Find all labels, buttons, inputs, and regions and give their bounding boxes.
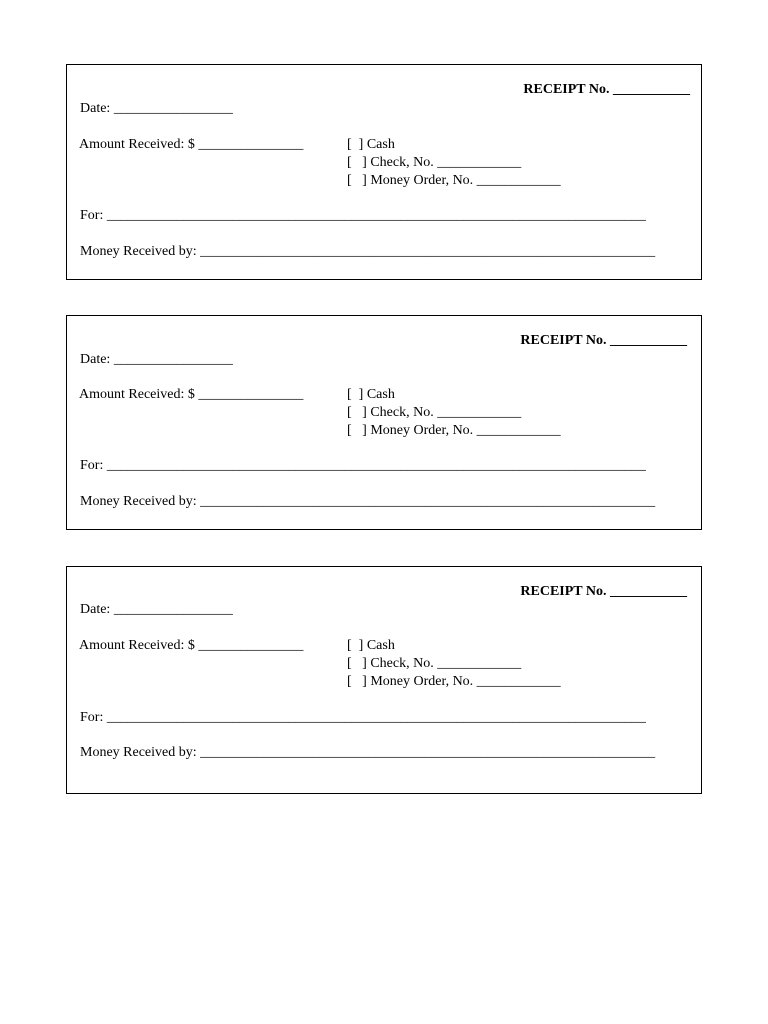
cash-checkbox[interactable]: [ ] Cash xyxy=(347,387,395,402)
money-received-by-field[interactable]: Money Received by: _________________________________________________________________ xyxy=(80,244,656,259)
for-field[interactable]: For: _____________________________________________________________________________ xyxy=(80,710,646,725)
money-order-checkbox[interactable]: [ ] Money Order, No. ____________ xyxy=(347,173,561,188)
date-field[interactable]: Date: _________________ xyxy=(80,352,233,367)
cash-checkbox[interactable]: [ ] Cash xyxy=(347,137,395,152)
amount-received-field[interactable]: Amount Received: $ _______________ xyxy=(79,137,304,152)
money-received-by-field[interactable]: Money Received by: _________________________________________________________________ xyxy=(80,494,656,509)
check-checkbox[interactable]: [ ] Check, No. ____________ xyxy=(347,656,522,671)
date-field[interactable]: Date: _________________ xyxy=(80,101,233,116)
receipt-form-1 xyxy=(66,64,702,280)
receipt-number-field[interactable]: RECEIPT No. ___________ xyxy=(520,333,687,348)
check-checkbox[interactable]: [ ] Check, No. ____________ xyxy=(347,155,522,170)
for-field[interactable]: For: _____________________________________________________________________________ xyxy=(80,458,646,473)
receipt-form-3 xyxy=(66,566,702,794)
check-checkbox[interactable]: [ ] Check, No. ____________ xyxy=(347,405,522,420)
date-field[interactable]: Date: _________________ xyxy=(80,602,233,617)
money-order-checkbox[interactable]: [ ] Money Order, No. ____________ xyxy=(347,423,561,438)
receipt-number-field[interactable]: RECEIPT No. ___________ xyxy=(523,82,690,97)
money-order-checkbox[interactable]: [ ] Money Order, No. ____________ xyxy=(347,674,561,689)
for-field[interactable]: For: _____________________________________________________________________________ xyxy=(80,208,646,223)
cash-checkbox[interactable]: [ ] Cash xyxy=(347,638,395,653)
receipt-form-2 xyxy=(66,315,702,530)
amount-received-field[interactable]: Amount Received: $ _______________ xyxy=(79,387,304,402)
receipt-number-field[interactable]: RECEIPT No. ___________ xyxy=(520,584,687,599)
amount-received-field[interactable]: Amount Received: $ _______________ xyxy=(79,638,304,653)
money-received-by-field[interactable]: Money Received by: _________________________________________________________________ xyxy=(80,745,656,760)
